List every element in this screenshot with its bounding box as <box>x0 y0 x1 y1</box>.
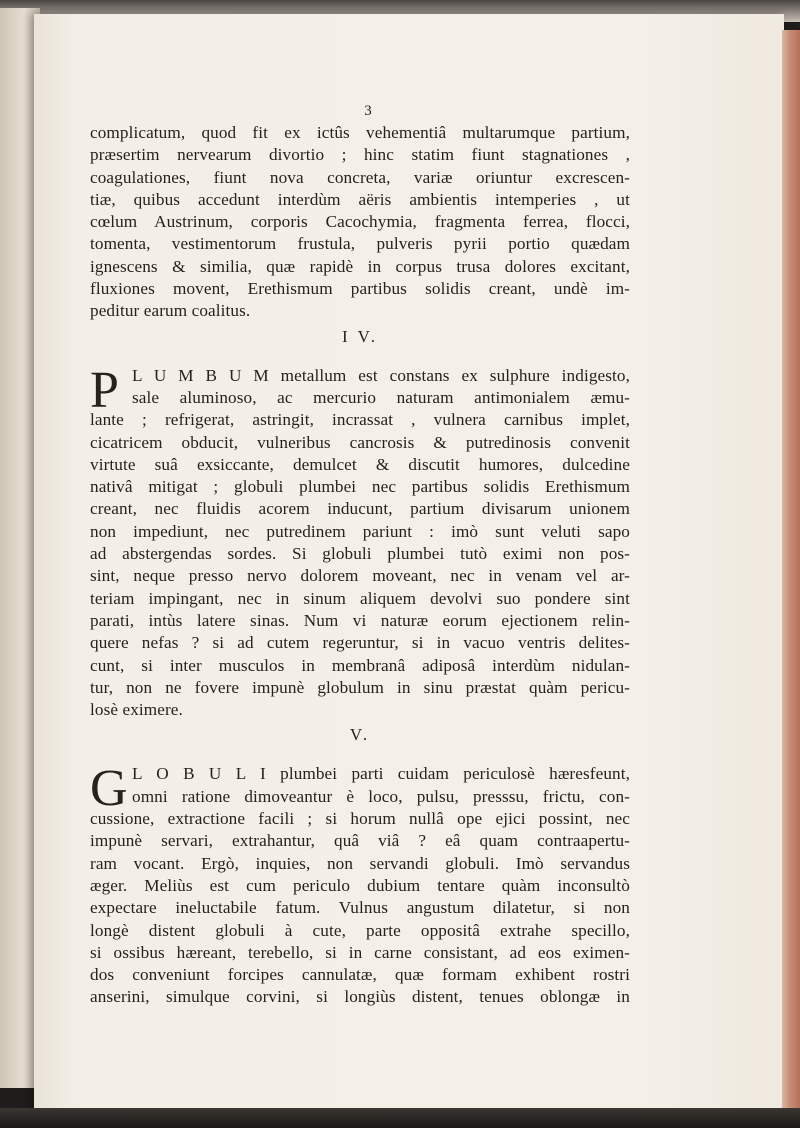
section-heading-iv: I V. <box>342 326 378 346</box>
text-line: cicatricem obducit, vulneribus cancrosis & putredinosis convenit <box>90 432 630 452</box>
text-line: cœlum Austrinum, corporis Cacochymia, fragmenta ferrea, flocci, <box>90 212 630 232</box>
text-line: complicatum, quod fit ex ictûs vehementiâ multarumque partium, <box>90 123 630 142</box>
text-line: tur, non ne fovere impunè globulum in sinu præstat quàm pericu- <box>90 677 630 697</box>
section-1-paragraph <box>90 122 630 323</box>
page-number: 3 <box>364 103 372 119</box>
text-line: sale aluminoso, ac mercurio naturam antimonialem æmu- <box>132 387 630 407</box>
text-line: anserini, simulque corvini, si longiùs distent, tenues oblongæ in <box>90 987 630 1007</box>
right-page-edge <box>782 30 800 1110</box>
text-line: longè distent globuli à cute, parte oppositâ extrahe specillo, <box>90 920 630 940</box>
section-heading-v: V. <box>349 725 371 745</box>
text-line: ram vocant. Ergò, inquies, non servandi globuli. Imò servandus <box>90 853 630 873</box>
text-line: creant, nec fluidis acorem inducunt, partium divisarum unionem <box>90 499 630 519</box>
text-line: expectare ineluctabile fatum. Vulnus angustum dilatetur, si non <box>90 898 630 918</box>
drop-cap-g: G <box>90 760 128 818</box>
book-bottom-edge <box>0 1108 800 1128</box>
text-line: L O B U L I plumbei parti cuidam periculosè hæresfeunt, <box>132 764 630 784</box>
text-line: tomenta, vestimentorum frustula, pulveris pyrii portio quædam <box>90 234 630 254</box>
drop-cap-p: P <box>90 361 119 419</box>
text-line: nativâ mitigat ; globuli plumbei nec partibus solidis Erethismum <box>90 477 630 497</box>
text-line: si ossibus hæreant, terebello, si in carne consistant, ad eos eximen- <box>90 942 630 962</box>
text-line: ad abstergendas sordes. Si globuli plumbei tutò eximi non pos- <box>90 544 630 564</box>
text-line: parati, intùs latere sinas. Num vi naturæ eorum ejectionem relin- <box>90 610 630 630</box>
section-2-paragraph <box>90 361 630 722</box>
text-line: impunè servari, extrahantur, quâ viâ ? eâ quam contraapertu- <box>90 831 630 851</box>
page-text <box>90 100 630 1009</box>
section-3-paragraph <box>90 760 630 1008</box>
text-line: teriam impingant, nec in sinum aliquem devolvi suo pondere sint <box>90 588 630 608</box>
text-line: dos conveniunt forcipes cannulatæ, quæ formam exhibent rostri <box>90 965 630 985</box>
text-line: virtute suâ exsiccante, demulcet & discutit humores, dulcedine <box>90 454 630 474</box>
text-line: omni ratione dimoveantur è loco, pulsu, presssu, frictu, con- <box>132 786 630 806</box>
text-line: peditur earum coalitus. <box>90 301 251 321</box>
text-line: præsertim nervearum divortio ; hinc statim fiunt stagnationes , <box>90 145 630 165</box>
text-line: quere nefas ? si ad cutem regeruntur, si in vacuo ventris delites- <box>90 633 630 653</box>
text-line: lante ; refrigerat, astringit, incrassat , vulnera carnibus implet, <box>90 410 630 430</box>
text-line: æger. Meliùs est cum periculo dubium tentare quàm inconsultò <box>90 875 630 895</box>
text-line: non impediunt, nec putredinem pariunt : imò sunt veluti sapo <box>90 521 630 541</box>
text-line: cussione, extractione facili ; si horum nullâ ope ejici possint, nec <box>90 809 630 829</box>
text-line: tiæ, quibus accedunt interdùm aëris ambientis intemperies , ut <box>90 189 630 209</box>
text-line: L U M B U M metallum est constans ex sulphure indigesto, <box>132 365 630 385</box>
text-line: ignescens & similia, quæ rapidè in corpus trusa dolores excitant, <box>90 256 630 276</box>
text-line: losè eximere. <box>90 700 183 720</box>
text-line: coagulationes, fiunt nova concreta, variæ oriuntur excrescen- <box>90 167 630 187</box>
text-line: sint, neque presso nervo dolorem moveant, nec in venam vel ar- <box>90 566 630 586</box>
text-line: fluxiones movent, Erethismum partibus solidis creant, undè im- <box>90 279 630 299</box>
text-line: cunt, si inter musculos in membranâ adiposâ interdùm nidulan- <box>90 655 630 675</box>
